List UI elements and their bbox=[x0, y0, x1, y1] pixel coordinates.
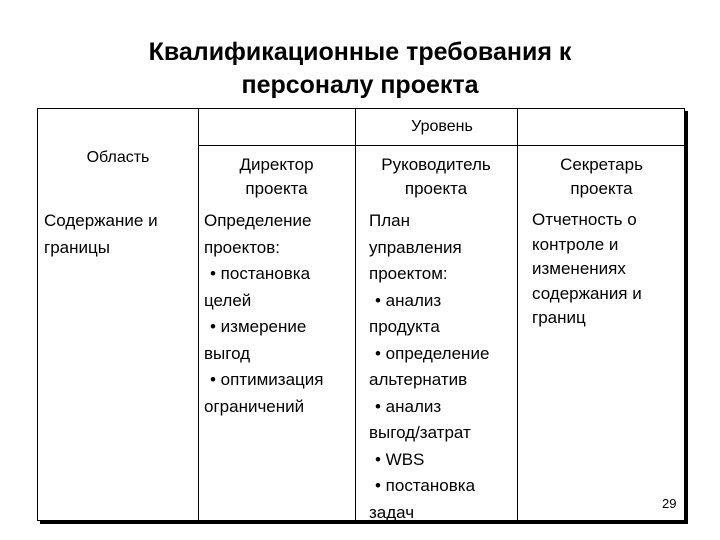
cell-bullet-line: • WBS bbox=[375, 449, 425, 469]
area-header: Область bbox=[86, 149, 150, 166]
cell-bullet-line: • анализ bbox=[375, 290, 442, 310]
cell-bullet-line: • определение bbox=[375, 343, 490, 363]
page-number: 29 bbox=[662, 496, 677, 511]
slide-title-line-2: персоналу проекта bbox=[241, 71, 479, 99]
slide-title-line-1: Квалификационные требования к bbox=[148, 38, 572, 66]
column-header-manager bbox=[355, 153, 517, 201]
cell-director bbox=[204, 208, 354, 420]
cell-line: выгод bbox=[204, 343, 251, 363]
column-header-director bbox=[198, 153, 355, 201]
requirements-table bbox=[37, 108, 685, 521]
cell-bullet-line: • анализ bbox=[375, 396, 442, 416]
group-header-level: Уровень bbox=[411, 118, 473, 135]
table-divider bbox=[198, 145, 684, 146]
cell-line: Содержание и bbox=[44, 211, 158, 230]
cell-bullet-line: • постановка bbox=[210, 264, 311, 283]
cell-line: изменениях bbox=[532, 259, 626, 278]
column-header-line: проекта bbox=[570, 179, 633, 198]
cell-line: проектом: bbox=[369, 264, 448, 283]
cell-line: управления bbox=[369, 237, 462, 257]
column-header-secretary bbox=[517, 153, 686, 201]
cell-line: проектов: bbox=[204, 237, 281, 257]
cell-line: границ bbox=[532, 308, 586, 327]
cell-line: План bbox=[369, 211, 410, 230]
cell-line: продукта bbox=[369, 317, 440, 336]
cell-line: границы bbox=[44, 237, 110, 257]
cell-line: целей bbox=[204, 290, 252, 310]
column-header-line: Руководитель bbox=[381, 155, 491, 174]
cell-line: выгод/затрат bbox=[369, 423, 471, 442]
cell-line: ограничений bbox=[204, 396, 305, 416]
cell-line: контроле и bbox=[532, 234, 619, 254]
cell-secretary bbox=[532, 208, 684, 331]
cell-bullet-line: • измерение bbox=[210, 317, 307, 336]
cell-bullet-line: • постановка bbox=[375, 476, 476, 495]
cell-manager bbox=[369, 208, 515, 526]
cell-line: Отчетность о bbox=[532, 210, 637, 229]
cell-line: задач bbox=[369, 502, 415, 522]
cell-area bbox=[44, 208, 196, 261]
column-header-line: проекта bbox=[245, 179, 308, 198]
cell-bullet-line: • оптимизация bbox=[210, 370, 324, 389]
cell-line: Определение bbox=[204, 211, 312, 230]
cell-line: содержания и bbox=[532, 283, 642, 303]
column-header-line: Секретарь bbox=[560, 155, 643, 174]
column-header-line: Директор bbox=[239, 155, 314, 174]
column-header-line: проекта bbox=[404, 179, 468, 198]
slide-title bbox=[0, 36, 720, 102]
cell-line: альтернатив bbox=[369, 370, 468, 389]
